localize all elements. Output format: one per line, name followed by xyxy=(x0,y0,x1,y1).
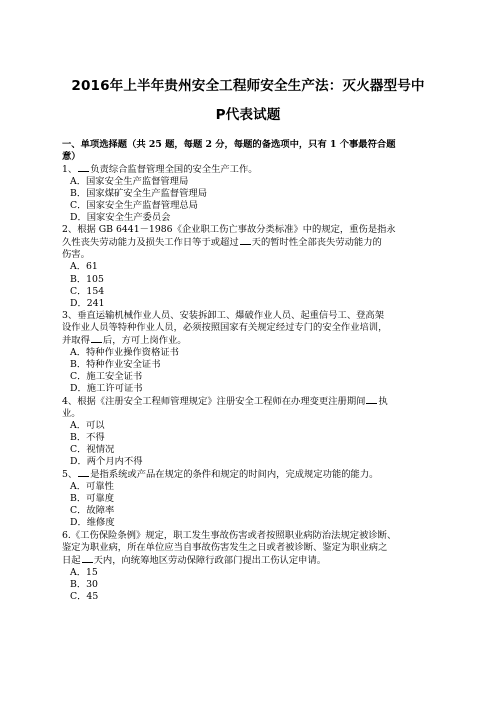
question-3-text-a: 并取得 xyxy=(62,334,90,346)
question-4-option-c: C．视情况 xyxy=(70,444,115,456)
question-1-option-b: B．国家煤矿安全生产监督管理局 xyxy=(70,188,207,200)
section-heading xyxy=(62,139,436,151)
question-3-text-b: 后，方可上岗作业。 xyxy=(102,334,187,346)
question-4-text-b: 执 xyxy=(378,395,388,407)
question-1-option-a: A．国家安全生产监督管理局 xyxy=(70,176,189,188)
question-2-option-c: C．154 xyxy=(70,285,105,297)
question-2-option-b: B．105 xyxy=(70,273,104,285)
question-2-text-b: 天的暂时性全部丧失劳动能力的 xyxy=(251,237,382,249)
question-5-option-d: D．维修度 xyxy=(70,517,115,529)
section-heading-cont xyxy=(62,151,436,163)
question-4-option-d: D．两个月内不得 xyxy=(70,456,143,468)
question-3-stem-line-1: 3、垂直运输机械作业人员、安装拆卸工、爆破作业人员、起重信号工、登高架 xyxy=(62,309,385,321)
question-2-option-a: A．61 xyxy=(70,261,98,273)
question-4-stem-line-1 xyxy=(62,395,436,408)
question-3-option-b: B．特种作业安全证书 xyxy=(70,358,161,370)
question-6-option-a: A．15 xyxy=(70,566,98,578)
fill-blank xyxy=(82,554,93,563)
fill-blank xyxy=(91,334,102,343)
question-1-number: 1、 xyxy=(62,164,78,176)
question-1-option-c: C．国家安全生产监督管理总局 xyxy=(70,200,198,212)
question-2-text-a: 久性丧失劳动能力及损失工作日等于或超过 xyxy=(62,237,239,249)
question-3-stem-line-2: 设作业人员等特种作业人员，必须按照国家有关规定经过专门的安全作业培训， xyxy=(62,321,388,333)
question-6-stem-line-1: 6.《工伤保险条例》规定，职工发生事故伤害或者按照职业病防治法规定被诊断、 xyxy=(62,529,397,541)
question-6-option-c: C．45 xyxy=(70,590,99,602)
question-3-option-a: A．特种作业操作资格证书 xyxy=(70,346,179,358)
question-5-option-a: A．可靠性 xyxy=(70,481,114,493)
question-5-text: 是指系统或产品在规定的条件和规定的时间内，完成规定功能的能力。 xyxy=(90,469,379,481)
question-6-stem-line-2: 鉴定为职业病，所在单位应当自事故伤害发生之日或者被诊断、鉴定为职业病之 xyxy=(62,541,388,553)
question-3-option-c: C．施工安全证书 xyxy=(70,370,143,382)
question-5-number: 5、 xyxy=(62,469,78,481)
question-4-text-a: 4、根据《注册安全工程师管理规定》注册安全工程师在办理变更注册期间 xyxy=(62,395,366,407)
question-4-option-a: A．可以 xyxy=(70,420,105,432)
section-heading-line-1: 一、单项选择题（共 25 题，每题 2 分，每题的备选项中，只有 1 个事最符合题 xyxy=(62,139,396,150)
fill-blank xyxy=(78,163,89,172)
question-4-stem-line-2: 业。 xyxy=(62,408,81,420)
question-1-text: 负责综合监督管理全国的安全生产工作。 xyxy=(90,164,258,176)
section-heading-line-2: 意） xyxy=(62,151,81,163)
document-title-line-1: 2016年上半年贵州安全工程师安全生产法：灭火器型号中 xyxy=(71,78,425,94)
document-title-line-2: P代表试题 xyxy=(215,107,281,123)
question-6-text-b: 天内，向统筹地区劳动保障行政部门提出工伤认定申请。 xyxy=(93,554,327,566)
fill-blank xyxy=(366,395,377,404)
question-2-stem-line-2 xyxy=(62,236,436,249)
question-1-option-d: D．国家安全生产委员会 xyxy=(70,212,171,224)
question-5-option-c: C．故障率 xyxy=(70,505,115,517)
question-6-text-a: 日起 xyxy=(62,554,81,566)
question-1-stem xyxy=(62,163,436,176)
question-4-option-b: B．不得 xyxy=(70,432,105,444)
question-2-option-d: D．241 xyxy=(70,297,105,309)
question-5-option-b: B．可靠度 xyxy=(70,493,115,505)
question-3-stem-line-3 xyxy=(62,334,436,347)
question-2-stem-line-1: 2、根据 GB 6441－1986《企业职工伤亡事故分类标准》中的规定，重伤是指永 xyxy=(62,224,396,236)
question-6-stem-line-3 xyxy=(62,554,436,567)
question-6-option-b: B．30 xyxy=(70,578,98,590)
question-5-stem xyxy=(62,468,436,481)
fill-blank xyxy=(240,236,251,245)
question-3-option-d: D．施工许可证书 xyxy=(70,382,143,394)
document-body xyxy=(62,139,436,603)
question-2-stem-line-3: 伤害。 xyxy=(62,249,90,261)
fill-blank xyxy=(78,468,89,477)
